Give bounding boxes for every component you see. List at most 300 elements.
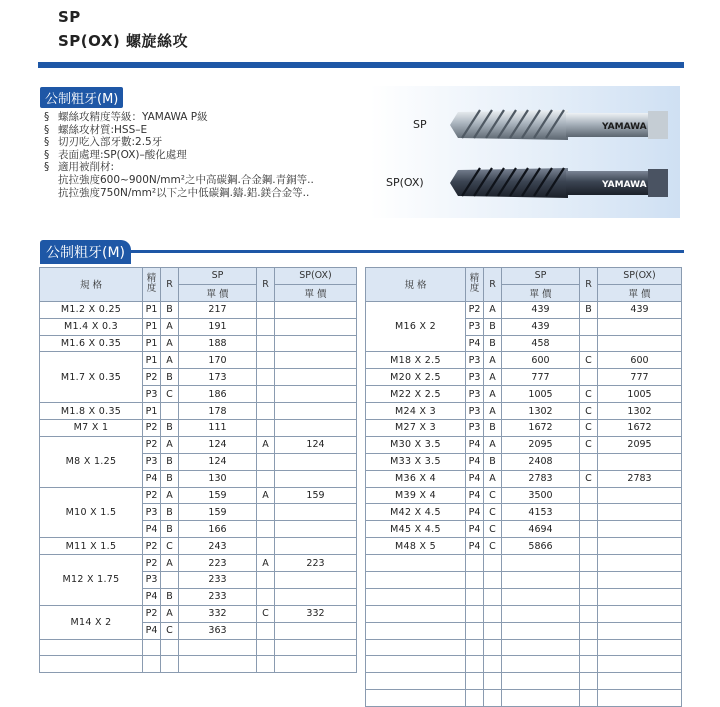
spox-r-cell <box>257 504 275 521</box>
r-cell: B <box>161 369 179 386</box>
product-name-title: SP(OX) 螺旋絲攻 <box>58 32 189 50</box>
spox-r-cell <box>257 335 275 352</box>
r-cell: B <box>484 335 502 352</box>
precision-cell: P4 <box>143 622 161 639</box>
r-cell: C <box>161 622 179 639</box>
spox-brand-text: YAMAWA <box>602 180 647 190</box>
header-precision: 精 度 <box>466 268 484 302</box>
spox-r-cell: C <box>580 420 598 437</box>
size-cell: M36 X 4 <box>366 470 466 487</box>
spox-r-cell: C <box>580 352 598 369</box>
spox-price-cell <box>275 335 357 352</box>
table-row <box>40 352 357 369</box>
sp-price-cell: 2783 <box>502 470 580 487</box>
r-cell: B <box>161 453 179 470</box>
r-cell: A <box>161 487 179 504</box>
size-cell: M1.7 X 0.35 <box>40 352 143 403</box>
spox-price-cell <box>598 588 682 605</box>
size-cell: M30 X 3.5 <box>366 436 466 453</box>
spox-r-cell: C <box>257 605 275 622</box>
precision-cell <box>466 690 484 707</box>
spox-price-cell <box>598 605 682 622</box>
size-cell <box>366 690 466 707</box>
spox-label: SP(OX) <box>386 176 424 189</box>
spox-price-cell <box>598 521 682 538</box>
spox-r-cell <box>257 386 275 403</box>
spec-text: 螺絲攻材質:HSS–E <box>58 123 148 136</box>
spox-price-cell <box>598 453 682 470</box>
spec-section-title: 公制粗牙(M) <box>40 87 123 108</box>
precision-cell: P2 <box>466 301 484 318</box>
header-sp: SP <box>502 268 580 285</box>
precision-cell: P3 <box>143 504 161 521</box>
table-row <box>40 301 357 318</box>
spec-text: 適用被削材: <box>58 161 115 174</box>
spox-price-cell <box>275 504 357 521</box>
r-cell <box>484 588 502 605</box>
size-cell <box>366 572 466 589</box>
spox-price-cell <box>598 555 682 572</box>
r-cell: C <box>484 538 502 555</box>
table-row <box>366 386 682 403</box>
spox-r-cell <box>580 538 598 555</box>
r-cell: A <box>161 436 179 453</box>
sp-price-cell <box>502 572 580 589</box>
precision-cell <box>466 622 484 639</box>
precision-cell: P1 <box>143 301 161 318</box>
precision-cell: P4 <box>466 335 484 352</box>
table-row <box>366 572 682 589</box>
size-cell: M42 X 4.5 <box>366 504 466 521</box>
precision-cell <box>466 588 484 605</box>
sp-price-cell: 217 <box>179 301 257 318</box>
spox-r-cell: C <box>580 470 598 487</box>
sp-price-cell: 223 <box>179 555 257 572</box>
precision-cell: P2 <box>143 436 161 453</box>
r-cell: A <box>484 403 502 420</box>
spox-price-cell: 124 <box>275 436 357 453</box>
header-sp-price: 單 價 <box>502 284 580 301</box>
precision-cell: P3 <box>143 453 161 470</box>
table-section-title: 公制粗牙(M) <box>40 240 131 264</box>
size-cell: M11 X 1.5 <box>40 538 143 555</box>
header-spox-price: 單 價 <box>275 284 357 301</box>
spox-r-cell <box>257 403 275 420</box>
spox-price-cell <box>275 352 357 369</box>
table-row <box>366 369 682 386</box>
precision-cell: P3 <box>466 352 484 369</box>
size-cell <box>366 588 466 605</box>
spox-price-cell <box>598 487 682 504</box>
precision-cell: P2 <box>143 605 161 622</box>
r-cell: C <box>161 538 179 555</box>
table-row <box>40 318 357 335</box>
table-row <box>366 656 682 673</box>
precision-cell: P3 <box>466 420 484 437</box>
size-cell: M48 X 5 <box>366 538 466 555</box>
price-table-right <box>365 267 682 707</box>
precision-cell: P1 <box>143 352 161 369</box>
sp-price-cell: 124 <box>179 453 257 470</box>
material-item: 抗拉強度750N/mm²以下之中低碳鋼.鑄.鋁.鎂合金等.. <box>58 186 310 199</box>
sp-price-cell: 178 <box>179 403 257 420</box>
sp-price-cell: 130 <box>179 470 257 487</box>
size-cell <box>40 656 143 673</box>
sp-price-cell: 243 <box>179 538 257 555</box>
r-cell: A <box>484 301 502 318</box>
table-row <box>40 436 357 453</box>
r-cell: C <box>484 487 502 504</box>
sp-tap-image <box>448 100 670 150</box>
table-row <box>366 538 682 555</box>
spox-price-cell <box>275 386 357 403</box>
spox-price-cell: 332 <box>275 605 357 622</box>
spox-price-cell <box>275 588 357 605</box>
spec-item <box>44 149 314 162</box>
size-cell: M39 X 4 <box>366 487 466 504</box>
r-cell: A <box>484 352 502 369</box>
sp-price-cell: 363 <box>179 622 257 639</box>
spec-item <box>44 111 314 124</box>
r-cell: B <box>161 504 179 521</box>
precision-cell: P4 <box>466 453 484 470</box>
r-cell: A <box>484 386 502 403</box>
r-cell <box>484 605 502 622</box>
product-code-title: SP <box>58 8 81 26</box>
size-cell <box>366 605 466 622</box>
precision-cell: P1 <box>143 335 161 352</box>
spox-price-cell <box>598 335 682 352</box>
sp-price-cell: 1302 <box>502 403 580 420</box>
sp-price-cell: 159 <box>179 504 257 521</box>
r-cell: B <box>484 318 502 335</box>
spox-price-cell: 439 <box>598 301 682 318</box>
r-cell <box>161 639 179 656</box>
size-cell <box>366 555 466 572</box>
precision-cell: P1 <box>143 403 161 420</box>
table-row <box>40 335 357 352</box>
header-precision: 精 度 <box>143 268 161 302</box>
size-cell: M10 X 1.5 <box>40 487 143 538</box>
precision-cell: P4 <box>466 504 484 521</box>
sp-price-cell: 332 <box>179 605 257 622</box>
sp-price-cell: 4153 <box>502 504 580 521</box>
spox-r-cell <box>257 538 275 555</box>
spox-price-cell <box>275 318 357 335</box>
bullet: § <box>44 161 50 174</box>
r-cell <box>484 572 502 589</box>
spox-r-cell <box>580 504 598 521</box>
size-cell: M1.8 X 0.35 <box>40 403 143 420</box>
precision-cell: P4 <box>466 436 484 453</box>
spox-r-cell <box>580 521 598 538</box>
precision-cell: P3 <box>466 318 484 335</box>
header-r: R <box>161 268 179 302</box>
spox-r-cell <box>580 487 598 504</box>
size-cell: M1.6 X 0.35 <box>40 335 143 352</box>
sp-price-cell <box>502 588 580 605</box>
sp-price-cell: 2095 <box>502 436 580 453</box>
spox-r-cell: B <box>580 301 598 318</box>
spox-r-cell <box>257 470 275 487</box>
precision-cell: P3 <box>466 403 484 420</box>
spox-price-cell <box>598 572 682 589</box>
precision-cell: P4 <box>466 487 484 504</box>
size-cell: M45 X 4.5 <box>366 521 466 538</box>
precision-cell: P4 <box>143 588 161 605</box>
spox-price-cell <box>598 504 682 521</box>
spox-r-cell: C <box>580 386 598 403</box>
r-cell: A <box>484 470 502 487</box>
sp-price-cell: 5866 <box>502 538 580 555</box>
precision-cell <box>143 639 161 656</box>
spox-r-cell <box>580 335 598 352</box>
table-row <box>366 673 682 690</box>
r-cell: B <box>161 420 179 437</box>
sp-brand-text: YAMAWA <box>602 122 647 132</box>
r-cell: B <box>161 588 179 605</box>
spox-r-cell <box>580 622 598 639</box>
precision-cell: P2 <box>143 420 161 437</box>
sp-price-cell: 166 <box>179 521 257 538</box>
size-cell: M1.4 X 0.3 <box>40 318 143 335</box>
sp-price-cell: 3500 <box>502 487 580 504</box>
spox-price-cell <box>275 369 357 386</box>
header-r2: R <box>580 268 598 302</box>
spox-r-cell <box>257 453 275 470</box>
sp-price-cell: 159 <box>179 487 257 504</box>
sp-price-cell <box>502 605 580 622</box>
spox-price-cell <box>275 656 357 673</box>
precision-cell <box>466 639 484 656</box>
header-r2: R <box>257 268 275 302</box>
table-row <box>40 555 357 572</box>
sp-price-cell <box>502 639 580 656</box>
precision-cell <box>143 656 161 673</box>
sp-price-cell: 173 <box>179 369 257 386</box>
spox-price-cell: 600 <box>598 352 682 369</box>
r-cell <box>161 572 179 589</box>
size-cell: M7 X 1 <box>40 420 143 437</box>
spec-text: 表面處理:SP(OX)–酸化處理 <box>58 148 187 161</box>
sp-price-cell: 124 <box>179 436 257 453</box>
spox-r-cell <box>580 639 598 656</box>
precision-cell: P4 <box>143 521 161 538</box>
size-cell <box>366 656 466 673</box>
table-row <box>366 453 682 470</box>
spox-price-cell <box>598 656 682 673</box>
spox-price-cell <box>275 622 357 639</box>
spox-r-cell: C <box>580 436 598 453</box>
table-row <box>366 470 682 487</box>
r-cell <box>484 622 502 639</box>
size-cell <box>366 673 466 690</box>
precision-cell: P3 <box>466 369 484 386</box>
precision-cell: P4 <box>466 538 484 555</box>
size-cell <box>366 639 466 656</box>
spox-price-cell <box>598 673 682 690</box>
spox-price-cell: 777 <box>598 369 682 386</box>
r-cell <box>484 656 502 673</box>
table-row <box>40 605 357 622</box>
table-row <box>366 588 682 605</box>
precision-cell: P2 <box>143 369 161 386</box>
spox-price-cell <box>275 301 357 318</box>
r-cell: A <box>161 352 179 369</box>
spox-price-cell: 1302 <box>598 403 682 420</box>
header-spec: 規 格 <box>366 268 466 302</box>
size-cell: M1.2 X 0.25 <box>40 301 143 318</box>
precision-cell: P3 <box>143 572 161 589</box>
sp-price-cell <box>502 673 580 690</box>
spox-r-cell <box>257 639 275 656</box>
table-section-header <box>40 240 684 262</box>
r-cell <box>484 690 502 707</box>
size-cell <box>40 639 143 656</box>
table-row <box>366 352 682 369</box>
precision-cell <box>466 656 484 673</box>
sp-price-cell: 439 <box>502 301 580 318</box>
precision-cell: P1 <box>143 318 161 335</box>
sp-price-cell: 439 <box>502 318 580 335</box>
spox-r-cell: A <box>257 436 275 453</box>
spox-r-cell <box>580 453 598 470</box>
r-cell: A <box>484 369 502 386</box>
spec-item <box>44 124 314 137</box>
header-divider <box>38 62 684 68</box>
section-divider <box>40 250 684 253</box>
r-cell <box>484 673 502 690</box>
spox-r-cell <box>580 673 598 690</box>
table-row <box>366 504 682 521</box>
spox-r-cell <box>257 301 275 318</box>
spox-r-cell <box>257 369 275 386</box>
sp-price-cell <box>502 656 580 673</box>
spox-r-cell <box>580 656 598 673</box>
sp-price-cell: 233 <box>179 588 257 605</box>
r-cell: C <box>484 504 502 521</box>
size-cell: M24 X 3 <box>366 403 466 420</box>
precision-cell: P2 <box>143 538 161 555</box>
header-sp: SP <box>179 268 257 285</box>
bullet: § <box>44 111 50 123</box>
price-table-left <box>39 267 357 673</box>
spec-item <box>44 136 314 149</box>
header-sp-price: 單 價 <box>179 284 257 301</box>
header-spec: 規 格 <box>40 268 143 302</box>
spox-price-cell <box>275 572 357 589</box>
spox-r-cell <box>257 521 275 538</box>
spox-r-cell <box>257 588 275 605</box>
size-cell: M18 X 2.5 <box>366 352 466 369</box>
header-spox: SP(OX) <box>598 268 682 285</box>
spox-r-cell <box>580 588 598 605</box>
sp-price-cell: 1672 <box>502 420 580 437</box>
size-cell: M20 X 2.5 <box>366 369 466 386</box>
spox-price-cell <box>275 420 357 437</box>
spec-text: 螺絲攻精度等級：YAMAWA P級 <box>58 111 208 123</box>
table-row <box>366 436 682 453</box>
bullet: § <box>44 136 50 149</box>
table-row <box>366 639 682 656</box>
spox-r-cell <box>580 572 598 589</box>
spec-list <box>44 111 314 199</box>
spec-text: 切刃吃入部牙數:2.5牙 <box>58 136 163 149</box>
spox-price-cell <box>275 403 357 420</box>
sp-price-cell: 191 <box>179 318 257 335</box>
header-spox-price: 單 價 <box>598 284 682 301</box>
header-spox: SP(OX) <box>275 268 357 285</box>
precision-cell <box>466 555 484 572</box>
spox-price-cell <box>275 521 357 538</box>
table-row <box>40 420 357 437</box>
sp-price-cell <box>502 690 580 707</box>
spox-price-cell <box>598 639 682 656</box>
r-cell: B <box>484 420 502 437</box>
bullet: § <box>44 148 50 161</box>
r-cell: B <box>161 470 179 487</box>
precision-cell: P2 <box>143 555 161 572</box>
spox-price-cell: 2095 <box>598 436 682 453</box>
spox-price-cell <box>275 538 357 555</box>
sp-price-cell <box>179 639 257 656</box>
sp-price-cell: 2408 <box>502 453 580 470</box>
sp-price-cell: 233 <box>179 572 257 589</box>
sp-price-cell <box>179 656 257 673</box>
sp-price-cell <box>502 622 580 639</box>
spox-r-cell: C <box>580 403 598 420</box>
bullet: § <box>44 123 50 136</box>
precision-cell <box>466 605 484 622</box>
sp-price-cell: 458 <box>502 335 580 352</box>
table-row <box>366 555 682 572</box>
table-row <box>366 403 682 420</box>
sp-price-cell: 188 <box>179 335 257 352</box>
spox-price-cell <box>598 318 682 335</box>
sp-price-cell: 186 <box>179 386 257 403</box>
sp-price-cell: 1005 <box>502 386 580 403</box>
table-row <box>40 487 357 504</box>
spec-item <box>44 161 314 174</box>
spox-r-cell: A <box>257 555 275 572</box>
table-row <box>40 639 357 656</box>
size-cell: M33 X 3.5 <box>366 453 466 470</box>
spox-price-cell: 159 <box>275 487 357 504</box>
r-cell: A <box>161 555 179 572</box>
precision-cell: P3 <box>143 386 161 403</box>
precision-cell: P2 <box>143 487 161 504</box>
size-cell: M16 X 2 <box>366 301 466 352</box>
precision-cell: P3 <box>466 386 484 403</box>
table-row <box>40 403 357 420</box>
table-row <box>366 521 682 538</box>
header-r: R <box>484 268 502 302</box>
precision-cell: P4 <box>143 470 161 487</box>
r-cell: C <box>161 386 179 403</box>
precision-cell <box>466 673 484 690</box>
spox-price-cell <box>598 690 682 707</box>
r-cell: A <box>161 605 179 622</box>
r-cell <box>161 656 179 673</box>
table-row <box>366 605 682 622</box>
table-row <box>366 301 682 318</box>
r-cell: B <box>161 301 179 318</box>
r-cell: A <box>161 335 179 352</box>
r-cell: B <box>484 453 502 470</box>
spox-r-cell <box>257 572 275 589</box>
spox-r-cell <box>580 555 598 572</box>
spox-price-cell: 223 <box>275 555 357 572</box>
